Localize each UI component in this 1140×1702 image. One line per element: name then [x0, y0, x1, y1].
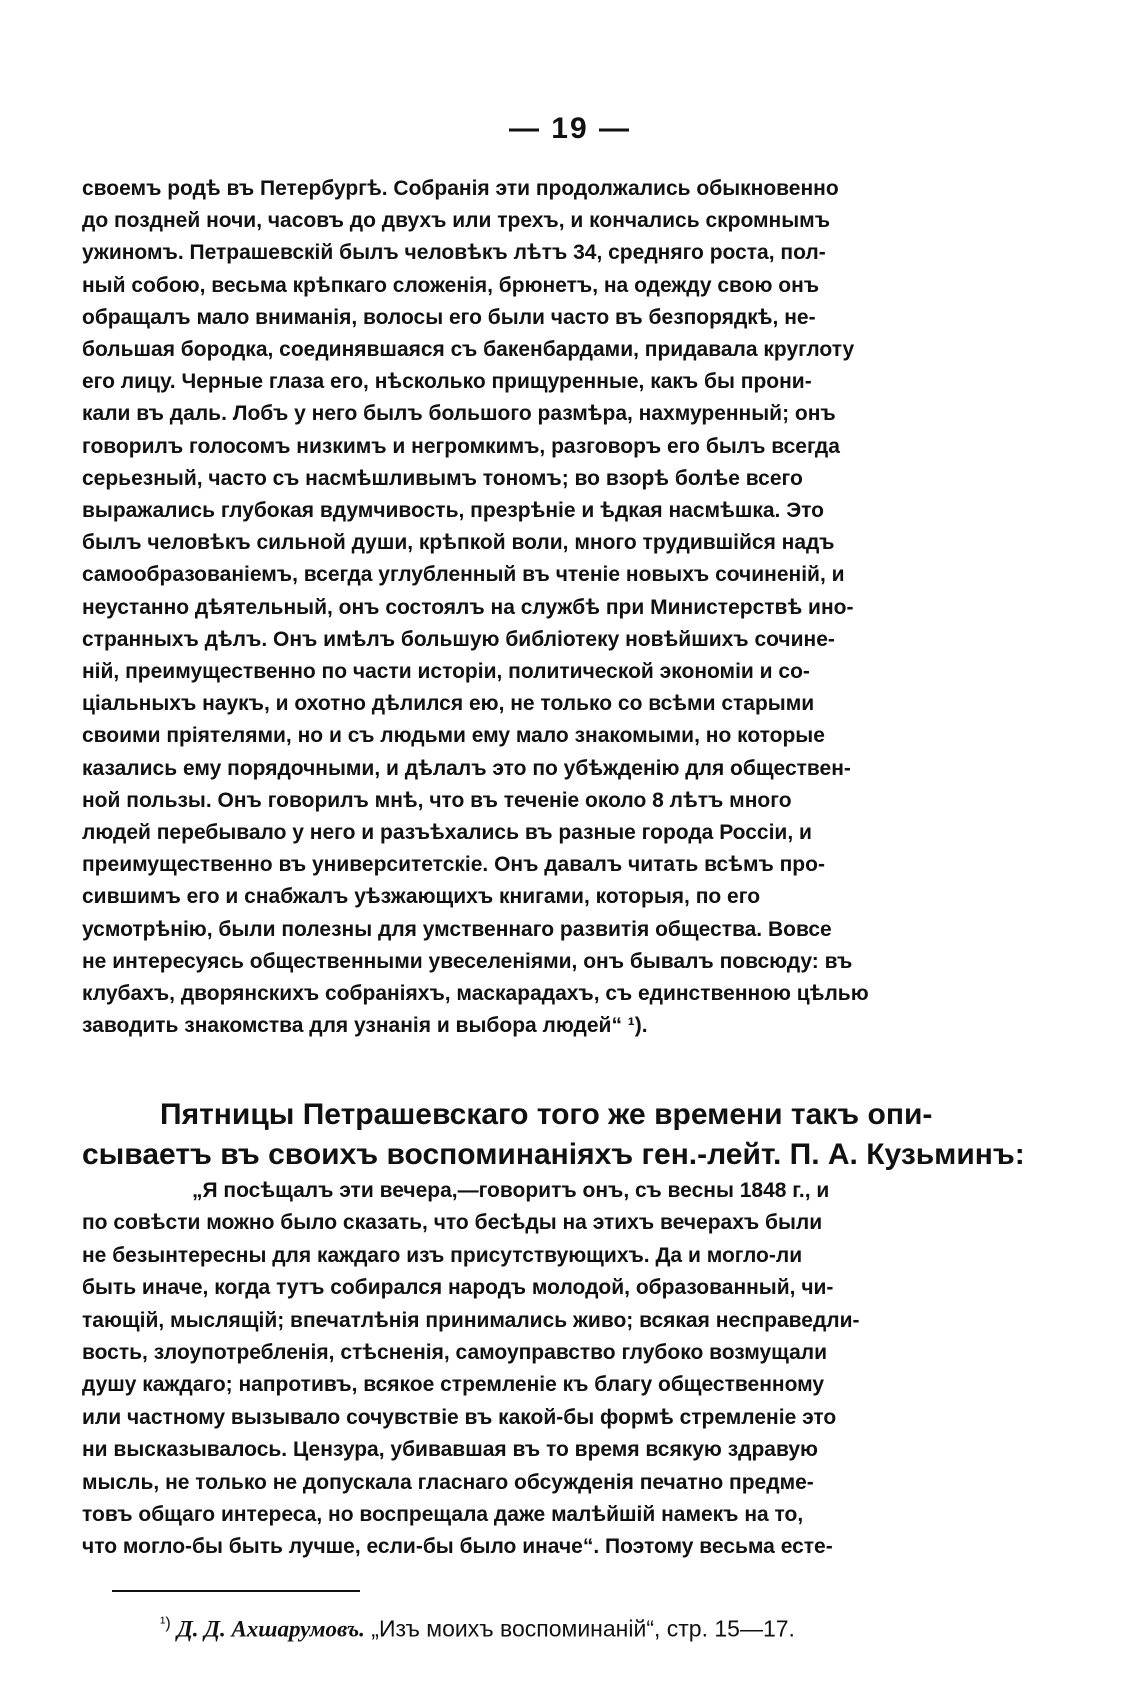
- quote-line: быть иначе, когда тутъ собирался народъ молодой, образованный, чи-: [82, 1276, 834, 1300]
- quote-paragraph: [82, 1175, 982, 1564]
- body-line: сившимъ его и снабжалъ уѣзжающихъ книгами, которыя, по его: [82, 885, 761, 909]
- body-line: своими пріятелями, но и съ людьми ему мало знакомыми, но которые: [82, 724, 825, 748]
- quote-line: тающій, мыслящій; впечатлѣнія принимались живо; всякая несправедли-: [82, 1308, 860, 1332]
- body-line: клубахъ, дворянскихъ собраніяхъ, маскарадахъ, съ единственною цѣлью: [82, 982, 869, 1006]
- body-line: казались ему порядочными, и дѣлалъ это по убѣжденію для обществен-: [82, 756, 851, 780]
- body-line: неустанно дѣятельный, онъ состоялъ на службѣ при Министерствѣ ино-: [82, 595, 854, 619]
- body-line: ужиномъ. Петрашевскій былъ человѣкъ лѣтъ 34, средняго роста, пол-: [82, 241, 826, 265]
- body-line: самообразованіемъ, всегда углубленный въ чтеніе новыхъ сочиненій, и: [82, 563, 845, 587]
- quote-line: „Я посѣщалъ эти вечера,—говоритъ онъ, съ весны 1848 г., и: [192, 1179, 830, 1202]
- quote-line: товъ общаго интереса, но воспрещала даже малѣйшій намекъ на то,: [82, 1503, 804, 1527]
- body-line: преимущественно въ университетскіе. Онъ давалъ читать всѣмъ про-: [82, 853, 825, 877]
- quote-line: ни высказывалось. Цензура, убивавшая въ то время всякую здравую: [82, 1438, 818, 1462]
- footnote: [160, 1615, 795, 1643]
- body-line: кали въ даль. Лобъ у него былъ большого размѣра, нахмуренный; онъ: [82, 402, 836, 426]
- quote-line: вость, злоупотребленія, стѣсненія, самоуправство глубоко возмущали: [82, 1341, 828, 1365]
- body-line: до поздней ночи, часовъ до двухъ или трехъ, и кончались скромнымъ: [82, 209, 831, 233]
- footnote-marker: ¹): [160, 1615, 171, 1632]
- body-line: ной пользы. Онъ говорилъ мнѣ, что въ теченіе около 8 лѣтъ много: [82, 788, 792, 812]
- body-line: говорилъ голосомъ низкимъ и негромкимъ, разговоръ его былъ всегда: [82, 434, 840, 458]
- body-line: выражались глубокая вдумчивость, презрѣніе и ѣдкая насмѣшка. Это: [82, 499, 824, 523]
- body-line: ціальныхъ наукъ, и охотно дѣлился ею, не только со всѣми старыми: [82, 692, 815, 716]
- body-line: странныхъ дѣлъ. Онъ имѣлъ большую библіотеку новѣйшихъ сочине-: [82, 627, 835, 651]
- body-line: своемъ родѣ въ Петербургѣ. Собранія эти продолжались обыкновенно: [82, 177, 839, 200]
- body-line: его лицу. Черные глаза его, нѣсколько прищуренные, какъ бы прони-: [82, 370, 812, 394]
- footnote-divider: [112, 1590, 360, 1592]
- body-line: серьезный, часто съ насмѣшливымъ тономъ; во взорѣ болѣе всего: [82, 466, 803, 490]
- body-line: ній, преимущественно по части исторіи, политической экономіи и со-: [82, 660, 810, 684]
- body-paragraph: [82, 173, 982, 1042]
- body-line: заводить знакомства для узнанія и выбора людей“ ¹).: [82, 1014, 648, 1038]
- page-number: — 19 —: [508, 112, 632, 145]
- section-heading: [82, 1095, 1025, 1175]
- heading-line: Пятницы Петрашевскаго того же времени такъ опи-: [160, 1098, 933, 1131]
- quote-line: не безынтересны для каждаго изъ присутствующихъ. Да и могло-ли: [82, 1243, 803, 1267]
- quote-line: по совѣсти можно было сказать, что бесѣды на этихъ вечерахъ были: [82, 1211, 823, 1235]
- body-line: усмотрѣнію, были полезны для умственнаго развитія общества. Вовсе: [82, 917, 832, 941]
- body-line: людей перебывало у него и разъѣхались въ разные города Россіи, и: [82, 821, 812, 845]
- quote-line: или частному вызывало сочувствіе въ какой-бы формѣ стремленіе это: [82, 1405, 837, 1429]
- body-line: не интересуясь общественными увеселеніями, онъ бывалъ повсюду: въ: [82, 949, 853, 973]
- quote-line: мысль, не только не допускала гласнаго обсужденія печатно предме-: [82, 1470, 814, 1494]
- body-line: ный собою, весьма крѣпкаго сложенія, брюнетъ, на одежду свою онъ: [82, 273, 820, 297]
- body-line: обращалъ мало вниманія, волосы его были часто въ безпорядкѣ, не-: [82, 305, 816, 329]
- quote-line: душу каждаго; напротивъ, всякое стремленіе къ благу общественному: [82, 1373, 825, 1397]
- body-line: большая бородка, соединявшаяся съ бакенбардами, придавала круглоту: [82, 338, 855, 362]
- footnote-author: Д. Д. Ахшарумовъ.: [177, 1616, 365, 1642]
- body-line: былъ человѣкъ сильной души, крѣпкой воли, много трудившійся надъ: [82, 531, 835, 555]
- quote-line: что могло-бы быть лучше, если-бы было иначе“. Поэтому весьма есте-: [82, 1535, 833, 1559]
- heading-line: сываетъ въ своихъ воспоминаніяхъ ген.-лейт. П. А. Кузьминъ:: [82, 1138, 1025, 1171]
- footnote-text: „Изъ моихъ воспоминаній“, стр. 15—17.: [371, 1615, 795, 1642]
